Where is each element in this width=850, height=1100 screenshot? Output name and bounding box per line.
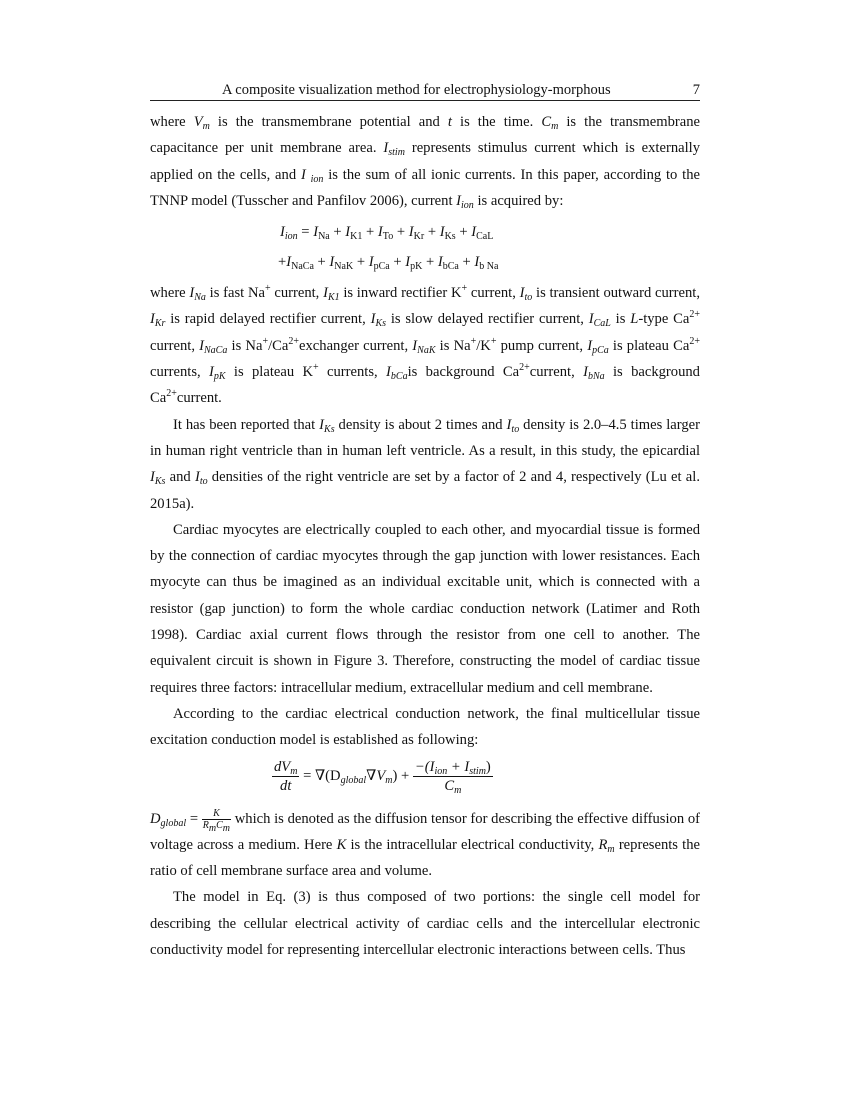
equation-line-1: $I_{ion} = I_{Na} + I_{K1} + I_{To} + I_{Kr} + I_{Ks} + I_{CaL}$ [280,224,494,243]
page-number: 7 [692,82,700,98]
running-header [150,80,700,101]
paragraph-2: where $I_{Na}$ is fast Na+ current, $I_{K1}$ is inward rectifier K+ current, $I_{to}$ is transient outward current, $I_{Kr}$ is rapid delayed rectifier current, $I_{Ks}$ is slow delayed rectifier current, $I_{CaL}$ is L-type $Ca^{2+}$ current, $I_{NaCa}$ is $Na^+/Ca^{2+}exchanger$ current, $I_{NaK}$ is Na+/K+ pump current, $I_{pCa}$ is plateau $Ca^{2+}$ currents, $I_{pK}$ is plateau K+ currents, $I_{bCa}is$ background $Ca^{2+}current$, $I_{bNa}$ is background $Ca^{2+}current$. [150,283,700,407]
equation-conduction-model: $\frac{dV_m}{dt}$ = $\nabla(D_{global}\nabla V_m)$ + $\frac{-(I_{ion} + I_{stim})}{C_m}$ [274,758,491,796]
running-title: A composite visualization method for electrophysiology-morphous [222,82,611,98]
body-text [150,109,700,963]
rhs-fraction: $\frac{-(I_{ion} + I_{stim})}{C_m}$ [414,758,491,796]
page [150,80,700,963]
paragraph-4: Cardiac myocytes are electrically coupled to each other, and myocardial tissue is formed by the connection of cardiac myocytes through the gap junction with lower resistances. Each myocyte can thus be imagined as an individual excitable unit, which is connected with a resistor (gap junction) to form the whole cardiac conduction network (Latimer and Roth 1998). Cardiac axial current flows through the resistor from one cell to another. The equivalent circuit is shown in Figure 3. Therefore, constructing the model of cardiac tissue requires three factors: intracellular medium, extracellular medium and cell membrane. [150,521,700,696]
diffusion-fraction: $\frac{K}{R_mC_m}$ [202,807,231,834]
paragraph-6: $D_{global}$ = $\frac{K}{R_mC_m}$ which is denoted as the diffusion tensor for describing the effective diffusion of voltage across a medium. Here K is the intracellular electrical conductivity, $R_m$ represents the ratio of cell membrane surface area and volume. [150,807,701,880]
paragraph-5: According to the cardiac electrical conduction network, the final multicellular tissue excitation conduction model is established as following: [150,705,700,749]
equation-line-2: $+I_{NaCa} + I_{NaK} + I_{pCa} + I_{pK} + I_{bCa} + I_{b Na}$ [278,254,499,273]
paragraph-1: where $V_m$ is the transmembrane potential and t is the time. $C_m$ is the transmembrane capacitance per unit membrane area. $I_{stim}$ represents stimulus current which is externally applied on the cells, and I $_{ion}$ is the sum of all ionic currents. In this paper, according to the TNNP model (Tusscher and Panfilov 2006), current $I_{ion}$ is acquired by: [150,114,701,211]
equation-ionic-current [150,216,700,278]
lhs-fraction: $\frac{dV_m}{dt}$ [274,758,298,794]
paragraph-3: It has been reported that $I_{Ks}$ density is about 2 times and $I_{to}$ density is 2.0–4.5 times larger in human right ventricle than in human left ventricle. As a result, in this study, the epicardial $I_{Ks}$ and $I_{to}$ densities of the right ventricle are set by a factor of 2 and 4, respectively (Lu et al. 2015a). [150,416,700,512]
paragraph-7: The model in Eq. (3) is thus composed of two portions: the single cell model for describing the cellular electrical activity of cardiac cells and the intercellular electronic conductivity model for representing intercellular electronic interactions between cells. Thus [150,889,700,959]
